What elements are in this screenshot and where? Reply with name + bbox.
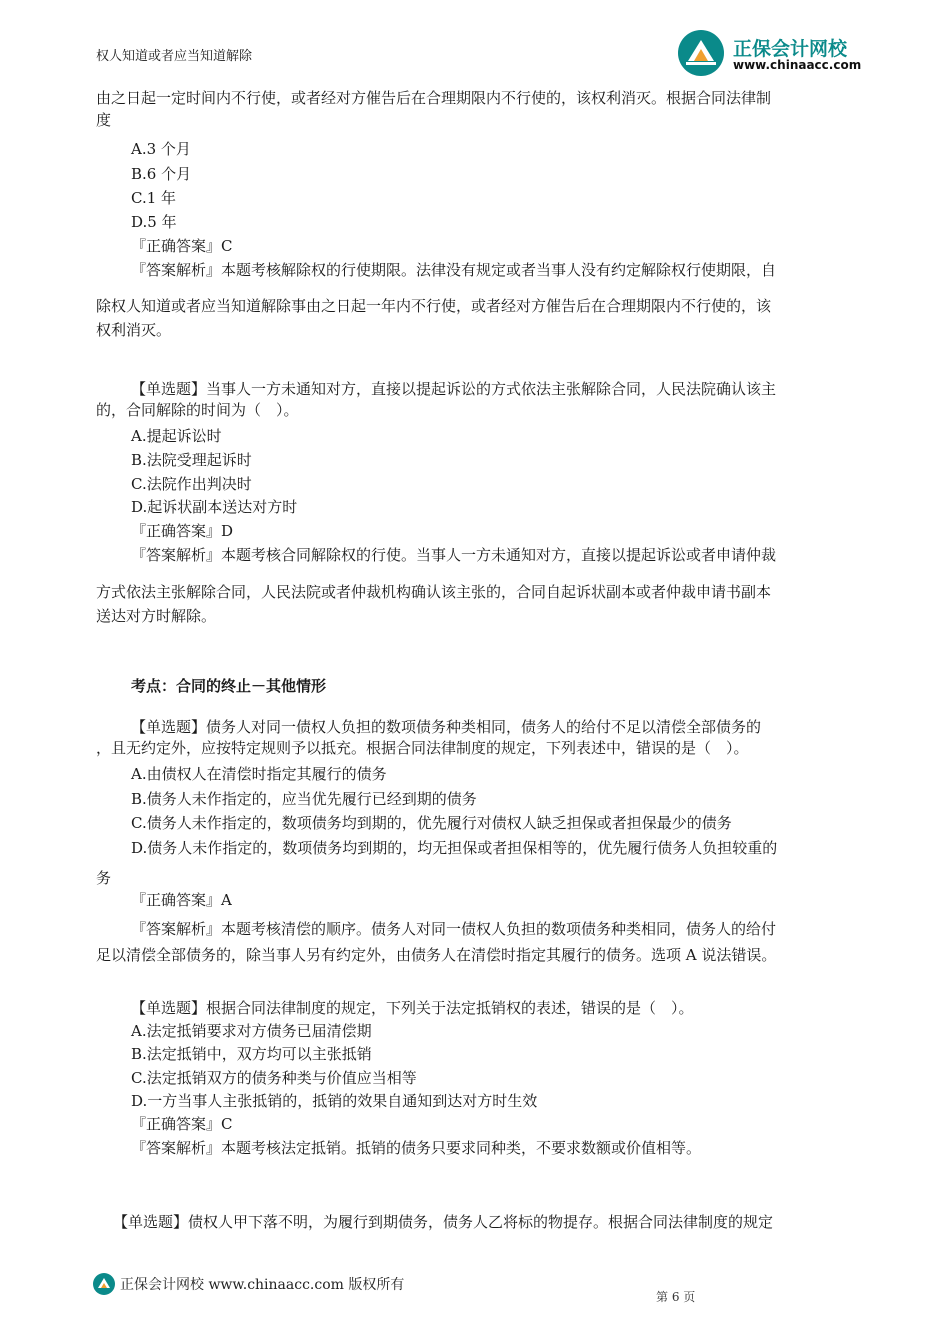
q3-option-d-cut: D.债务人未作指定的，数项债务均到期的，均无担保或者担保相等的，优先履行债务人负担较重的 bbox=[131, 839, 778, 857]
q1-option-b: B.6 个月 bbox=[131, 165, 192, 183]
q2-explanation-1: 『答案解析』本题考核合同解除权的行使。当事人一方未通知对方，直接以提起诉讼或者申请仲裁 bbox=[131, 546, 777, 564]
brand-logo bbox=[676, 28, 876, 80]
q1-answer: 『正确答案』C bbox=[131, 237, 233, 255]
q3-option-c: C.债务人未作指定的，数项债务均到期的，优先履行对债权人缺乏担保或者担保最少的债务 bbox=[131, 814, 732, 832]
q2-option-b: B.法院受理起诉时 bbox=[131, 451, 252, 469]
q1-explanation-3: 权利消灭。 bbox=[96, 321, 172, 339]
q1-explanation-1: 『答案解析』本题考核解除权的行使期限。法律没有规定或者当事人没有约定解除权行使期限，自 bbox=[131, 261, 777, 279]
q2-stem-line-cut-1: 【单选题】当事人一方未通知对方，直接以提起诉讼的方式依法主张解除合同，人民法院确认该主 bbox=[131, 380, 777, 398]
q3-option-a: A.由债权人在清偿时指定其履行的债务 bbox=[131, 765, 387, 783]
q1-explanation-2: 除权人知道或者应当知道解除事由之日起一年内不行使，或者经对方催告后在合理期限内不行使的，该 bbox=[96, 297, 772, 315]
q4-explanation: 『答案解析』本题考核法定抵销。抵销的债务只要求同种类，不要求数额或价值相等。 bbox=[131, 1139, 702, 1157]
q3-stem-line-cut-2: ，且无约定外，应按特定规则予以抵充。根据合同法律制度的规定，下列表述中，错误的是（ ）。 bbox=[96, 739, 749, 757]
q2-option-d: D.起诉状副本送达对方时 bbox=[131, 498, 298, 516]
q2-option-a: A.提起诉讼时 bbox=[131, 427, 222, 445]
page-footer bbox=[92, 1270, 692, 1298]
q3-explanation-2: 足以清偿全部债务的，除当事人另有约定外，由债务人在清偿时指定其履行的债务。选项 A 说法错误。 bbox=[96, 946, 777, 964]
q4-answer: 『正确答案』C bbox=[131, 1115, 233, 1133]
q2-option-c: C.法院作出判决时 bbox=[131, 475, 252, 493]
q2-explanation-2: 方式依法主张解除合同，人民法院或者仲裁机构确认该主张的，合同自起诉状副本或者仲裁申请书副本 bbox=[96, 583, 772, 601]
q4-option-b: B.法定抵销中，双方均可以主张抵销 bbox=[131, 1045, 372, 1063]
q3-stem-line-cut-1: 【单选题】债务人对同一债权人负担的数项债务种类相同，债务人的给付不足以清偿全部债务的 bbox=[131, 718, 762, 736]
q4-option-c: C.法定抵销双方的债务种类与价值应当相等 bbox=[131, 1069, 417, 1087]
q2-stem-line-cut-2: 的，合同解除的时间为（ ）。 bbox=[96, 401, 299, 419]
q5-stem-line-cut: 【单选题】债权人甲下落不明，为履行到期债务，债务人乙将标的物提存。根据合同法律制度的规定 bbox=[113, 1213, 774, 1231]
q4-stem: 【单选题】根据合同法律制度的规定，下列关于法定抵销权的表述，错误的是（ ）。 bbox=[131, 999, 694, 1017]
q4-option-d: D.一方当事人主张抵销的，抵销的效果自通知到达对方时生效 bbox=[131, 1092, 538, 1110]
brand-url: www.chinaacc.com bbox=[733, 58, 862, 72]
q3-option-d-tail: 务 bbox=[96, 869, 112, 887]
q3-answer-cut: 『正确答案』A bbox=[131, 891, 232, 909]
q1-option-d: D.5 年 bbox=[131, 213, 177, 231]
q3-explanation-1-cut: 『答案解析』本题考核清偿的顺序。债务人对同一债权人负担的数项债务种类相同，债务人的给付 bbox=[131, 920, 777, 938]
section-title: 考点：合同的终止－其他情形 bbox=[131, 677, 327, 695]
q1-option-c: C.1 年 bbox=[131, 189, 177, 207]
page-number-cut: 第 6 页 bbox=[656, 1290, 696, 1304]
footer-copyright: 正保会计网校 www.chinaacc.com 版权所有 bbox=[120, 1277, 405, 1293]
logo-icon bbox=[676, 28, 726, 78]
q1-stem-line-cut: 度 bbox=[96, 111, 112, 129]
q1-stem-line: 由之日起一定时间内不行使，或者经对方催告后在合理期限内不行使的，该权利消灭。根据合同法律制 bbox=[96, 89, 772, 107]
q3-option-b: B.债务人未作指定的，应当优先履行已经到期的债务 bbox=[131, 790, 477, 808]
q4-option-a: A.法定抵销要求对方债务已届清偿期 bbox=[131, 1022, 372, 1040]
brand-name: 正保会计网校 bbox=[733, 38, 848, 60]
q1-option-a: A.3 个月 bbox=[131, 140, 191, 158]
q2-answer: 『正确答案』D bbox=[131, 522, 234, 540]
header-cut-line: 权人知道或者应当知道解除 bbox=[96, 49, 253, 64]
footer-logo-icon bbox=[92, 1272, 116, 1296]
q2-explanation-3: 送达对方时解除。 bbox=[96, 607, 217, 625]
